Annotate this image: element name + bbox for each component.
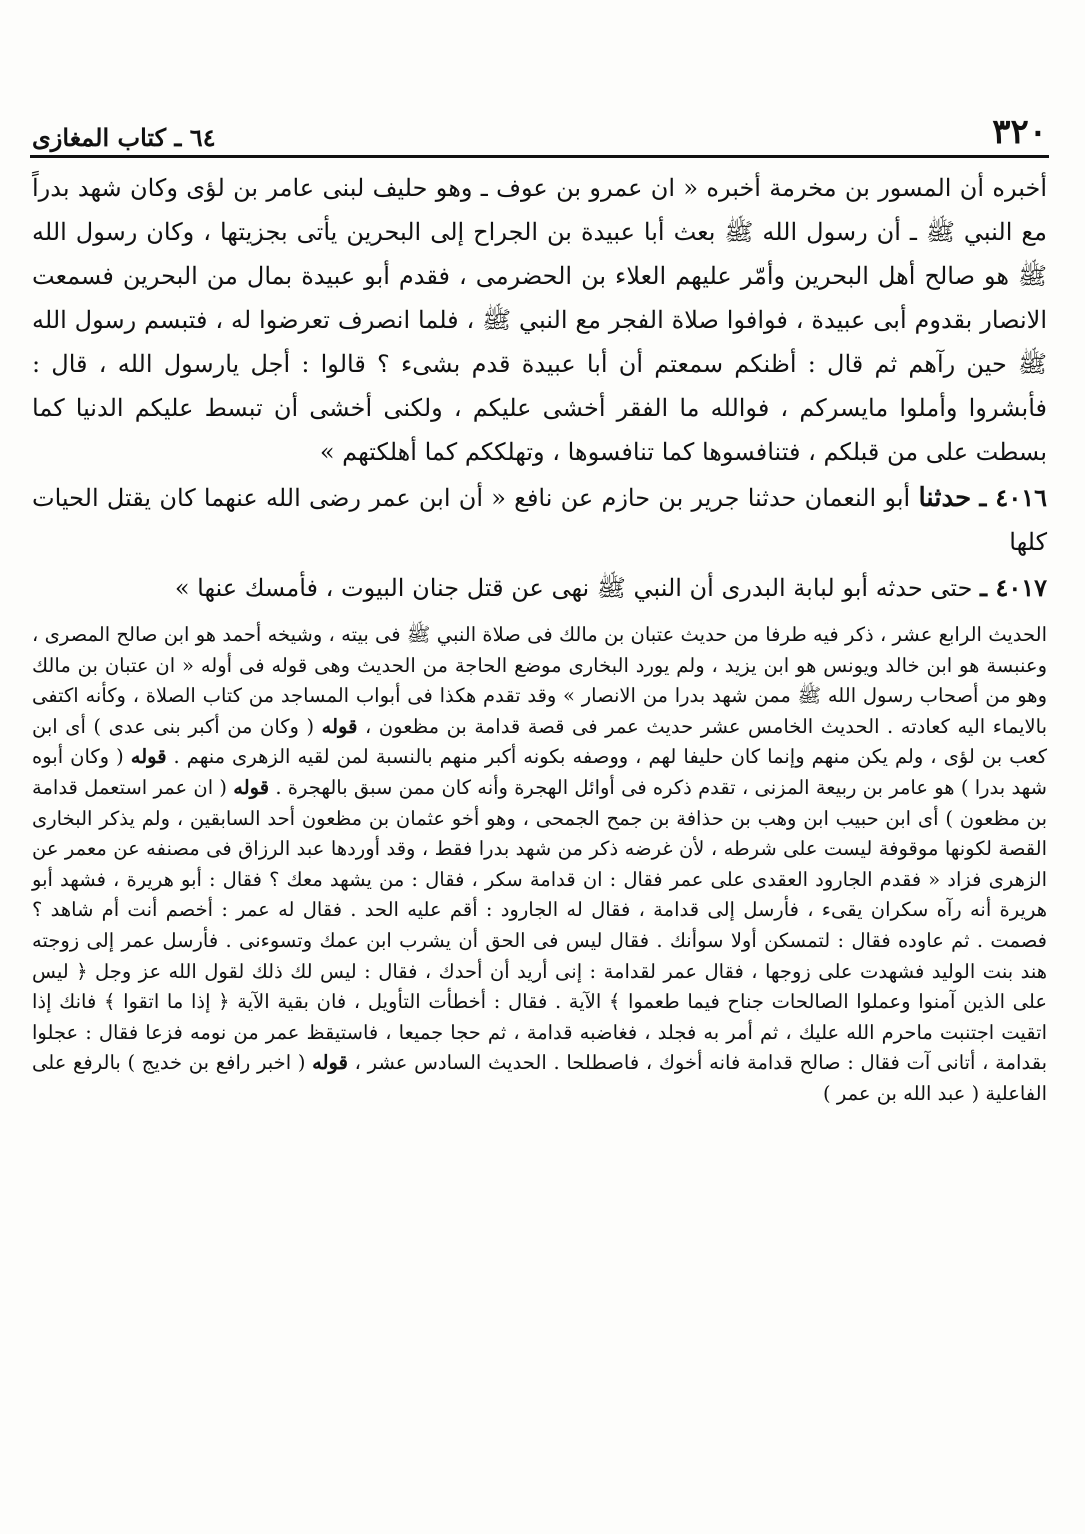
qawluhu-marker-4: قوله — [312, 1051, 348, 1075]
hadith-4015-end — [32, 166, 1047, 474]
hadith-4015-text: أخبره أن المسور بن مخرمة أخبره « ان عمرو بن عوف ـ وهو حليف لبنى عامر بن لؤى وكان شهد بدراً مع النبي ﷺ ـ أن رسول الله ﷺ بعث أبا عبيدة بن الجراح إلى البحرين يأتى بجزيتها ، وكان رسول الله ﷺ هو صالح أهل البحرين وأمّر عليهم العلاء بن الحضرمى ، فقدم أبو عبيدة بمال من البحرين فسمعت الانصار بقدوم أبى عبيدة ، فوافوا صلاة الفجر مع النبي ﷺ ، فلما انصرف تعرضوا له ، فتبسم رسول الله ﷺ حين رآهم ثم قال : أظنكم سمعتم أن أبا عبيدة قدم بشىء ؟ قالوا : أجل يارسول الله ، قال : فأبشروا وأملوا مايسركم ، فوالله ما الفقر أخشى عليكم ، ولكنى أخشى أن تبسط عليكم الدنيا كما بسطت على من قبلكم ، فتنافسوها كما تنافسوها ، وتهلككم كما أهلكتهم » — [32, 174, 1047, 466]
qawluhu-marker-3: قوله — [233, 775, 270, 799]
commentary-part-3: ( وكان أبوه شهد بدرا ) هو عامر بن ربيعة المزنى ، تقدم ذكره فى أوائل الهجرة وأنه كان ممن سبق بالهجرة . — [32, 745, 1048, 799]
hadith-4017 — [32, 566, 1047, 610]
commentary-part-2: ( وكان من أكبر بنى عدى ) أى ابن كعب بن لؤى ، ولم يكن منهم وإنما كان حليفا لهم ، ووصفه بكونه أكبر منهم بالنسبة لمن لقيه الزهرى منهم . — [32, 714, 1047, 769]
header-rule — [30, 155, 1049, 158]
commentary-part-5: ( اخبر رافع بن خديج ) بالرفع على الفاعلية ( عبد الله بن عمر ) — [32, 1051, 1047, 1105]
hadith-4016 — [32, 476, 1047, 564]
hadith-4016-hadatha: حدثنا — [918, 483, 972, 513]
page-body — [32, 166, 1047, 1129]
commentary-part-1: الحديث الرابع عشر ، ذكر فيه طرفا من حديث عتبان بن مالك فى صلاة النبي ﷺ فى بيته ، وشيخه أحمد هو ابن صالح المصرى ، وعنبسة هو ابن خالد ويونس هو ابن يزيد ، ولم يورد البخارى موضع الحاجة من الحديث وهى قوله فى أوله « ان عتبان بن مالك وهو من أصحاب رسول الله ﷺ ممن شهد بدرا من الانصار » وقد تقدم هكذا فى أبواب المساجد من كتاب الصلاة ، وكأنه اكتفى بالايماء اليه كعادته . الحديث الخامس عشر حديث عمر فى قصة قدامة بن مظعون ، — [32, 623, 1048, 738]
hadith-4017-text: حتى حدثه أبو لبابة البدرى أن النبي ﷺ نهى عن قتل جنان البيوت ، فأمسك عنها » — [174, 574, 973, 602]
hadith-4017-number: ٤٠١٧ ـ — [980, 573, 1047, 602]
qawluhu-marker-2: قوله — [130, 745, 167, 769]
hadith-4016-text: أبو النعمان حدثنا جرير بن حازم عن نافع « أن ابن عمر رضى الله عنهما كان يقتل الحيات كلها — [32, 484, 1047, 556]
commentary-part-4: ( ان عمر استعمل قدامة بن مظعون ) أى ابن حبيب ابن وهب بن حذافة بن جمح الجمحى ، وهو أخو عثمان بن مظعون أحد السابقين ، ولم يذكر البخارى القصة لكونها موقوفة ليست على شرطه ، لأن غرضه ذكر من شهد بدرا فقط ، وقد أوردها عبد الرزاق فى مصنفه عن معمر عن الزهرى فزاد « فقدم الجارود العقدى على عمر فقال : ان قدامة سكر ، فقال : من يشهد معك ؟ فقال : أبو هريرة ، فشهد أبو هريرة أنه رآه سكران يقىء ، فأرسل إلى قدامة ، فقال له الجارود : أقم عليه الحد . فقال له عمر : أخصم أنت أم شاهد ؟ فصمت . ثم عاوده فقال : لتمسكن أولا سوأنك . فقال ليس فى الحق أن يشرب ابن عمك وتسوءنى . فأرسل عمر إلى زوجته هند بنت الوليد فشهدت على زوجها ، فقال عمر لقدامة : إنى أريد أن أحدك ، فقال : ليس لك ذلك لقول الله عز وجل ﴿ ليس على الذين آمنوا وعملوا الصالحات جناح فيما طعموا ﴾ الآية . فقال : أخطأت التأويل ، فان بقية الآية ﴿ إذا ما اتقوا ﴾ فانك إذا اتقيت اجتنبت ماحرم الله عليك ، ثم أمر به فجلد ، فغاضبه قدامة ، ثم حجا جميعا ، فاستيقظ عمر من نومه فزعا فقال : عجلوا بقدامة ، أتانى آت فقال : صالح قدامة فانه أخوك ، فاصطلحا . الحديث السادس عشر ، — [32, 775, 1048, 1075]
page-header — [32, 112, 1047, 152]
hadith-4016-number: ٤٠١٦ ـ — [979, 483, 1047, 512]
qawluhu-marker-1: قوله — [321, 714, 358, 738]
running-title: ٦٤ ـ كتاب المغازى — [32, 123, 216, 152]
page-number: ٣٢٠ — [992, 112, 1047, 152]
commentary — [32, 620, 1047, 1110]
